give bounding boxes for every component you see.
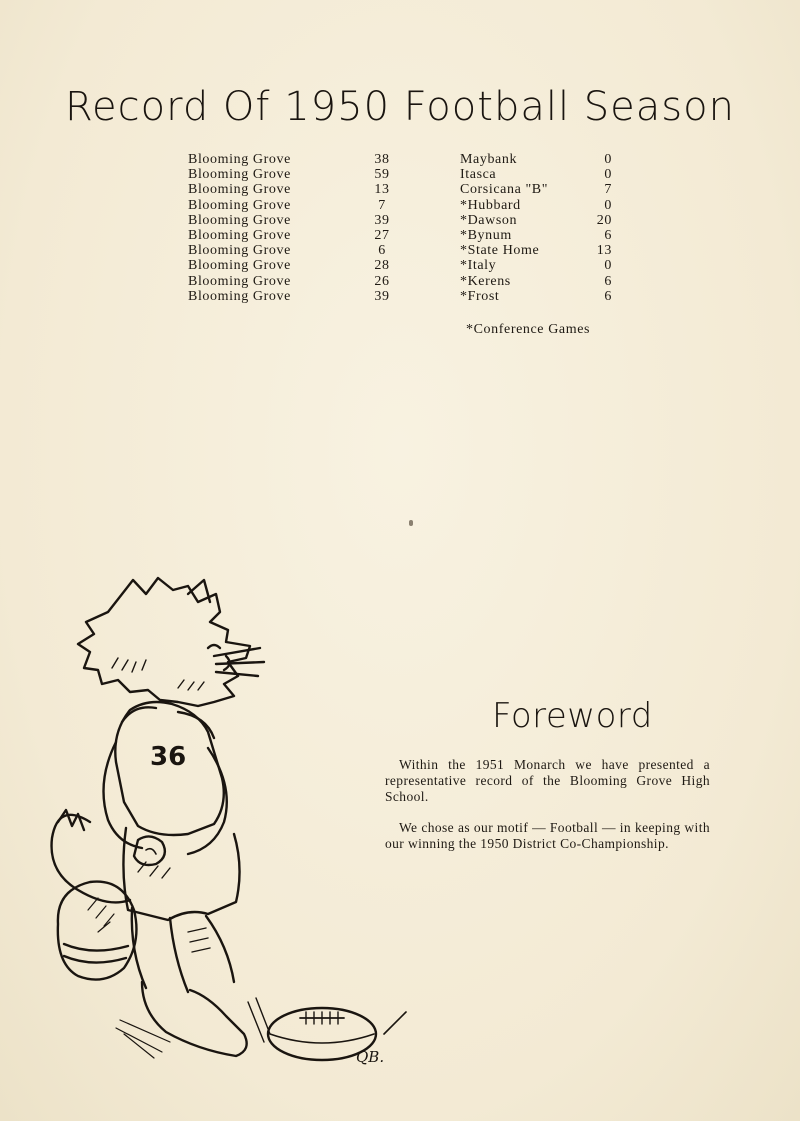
- game-row: [188, 274, 612, 289]
- team-name: Blooming Grove: [188, 228, 291, 244]
- game-row: [188, 258, 612, 273]
- team-score: 38: [374, 152, 390, 167]
- opponent-name: Maybank: [460, 152, 518, 167]
- season-record-table: [188, 152, 612, 304]
- game-row: [188, 213, 612, 228]
- game-row: [188, 152, 612, 167]
- team-name: Blooming Grove: [188, 273, 291, 289]
- team-score: 13: [374, 182, 390, 198]
- foreword-body: [385, 757, 710, 867]
- opponent-score: 6: [604, 273, 612, 289]
- opponent-name: Itasca: [460, 167, 497, 183]
- game-row: [188, 167, 612, 182]
- opponent-name: *Hubbard: [460, 197, 521, 213]
- row-spacer: [406, 182, 460, 197]
- page-title: Record Of 1950 Football Season: [65, 84, 735, 130]
- team-score: 27: [374, 228, 390, 244]
- team-score: 59: [374, 167, 390, 183]
- row-spacer: [406, 198, 460, 213]
- team-score: 26: [374, 273, 390, 289]
- game-row: [188, 243, 612, 258]
- team-name: Blooming Grove: [188, 258, 291, 274]
- team-score: 39: [374, 212, 390, 228]
- wildcat-football-player-illustration: [38, 572, 410, 1072]
- opponent-name: *Bynum: [460, 228, 512, 244]
- opponent-name: Corsicana "B": [460, 182, 549, 198]
- opponent-name: *Italy: [460, 258, 497, 274]
- row-spacer: [406, 167, 460, 182]
- row-spacer: [406, 152, 460, 167]
- jersey-number: 36: [150, 742, 187, 772]
- foreword-paragraph-2: We chose as our motif — Football — in keeping with our winning the 1950 District Co-Championship.: [385, 820, 710, 851]
- opponent-score: 7: [604, 182, 612, 198]
- season-record-body: [188, 152, 612, 304]
- opponent-score: 0: [604, 258, 612, 274]
- team-name: Blooming Grove: [188, 212, 291, 228]
- row-spacer: [406, 228, 460, 243]
- paws: [134, 836, 165, 865]
- team-score: 39: [374, 288, 390, 304]
- conference-footnote: *Conference Games: [466, 322, 591, 337]
- opponent-name: *Frost: [460, 288, 500, 304]
- game-row: [188, 182, 612, 197]
- foreword-paragraph-1: Within the 1951 Monarch we have presented a representative record of the Blooming Grove High School.: [385, 757, 710, 804]
- game-row: [188, 198, 612, 213]
- row-spacer: [406, 289, 460, 304]
- row-spacer: [406, 213, 460, 228]
- team-name: Blooming Grove: [188, 182, 291, 198]
- artist-signature: QB.: [356, 1048, 385, 1066]
- game-row: [188, 289, 612, 304]
- pants: [123, 828, 239, 920]
- opponent-score: 0: [604, 152, 612, 167]
- opponent-score: 0: [604, 197, 612, 213]
- opponent-score: 0: [604, 167, 612, 183]
- row-spacer: [406, 243, 460, 258]
- team-score: 7: [378, 197, 386, 213]
- opponent-name: *State Home: [460, 243, 540, 259]
- opponent-score: 20: [596, 212, 612, 228]
- cat-head: [78, 578, 250, 706]
- opponent-name: *Dawson: [460, 212, 518, 228]
- opponent-score: 13: [596, 243, 612, 259]
- team-name: Blooming Grove: [188, 288, 291, 304]
- opponent-score: 6: [604, 228, 612, 244]
- cleat: [142, 982, 247, 1056]
- row-spacer: [406, 274, 460, 289]
- team-name: Blooming Grove: [188, 243, 291, 259]
- team-name: Blooming Grove: [188, 197, 291, 213]
- game-row: [188, 228, 612, 243]
- team-name: Blooming Grove: [188, 152, 291, 167]
- team-score: 28: [374, 258, 390, 274]
- row-spacer: [406, 258, 460, 273]
- opponent-score: 6: [604, 288, 612, 304]
- team-score: 6: [378, 243, 386, 259]
- opponent-name: *Kerens: [460, 273, 511, 289]
- foreword-title: Foreword: [492, 696, 653, 736]
- team-name: Blooming Grove: [188, 167, 291, 183]
- page-speck: [409, 520, 413, 526]
